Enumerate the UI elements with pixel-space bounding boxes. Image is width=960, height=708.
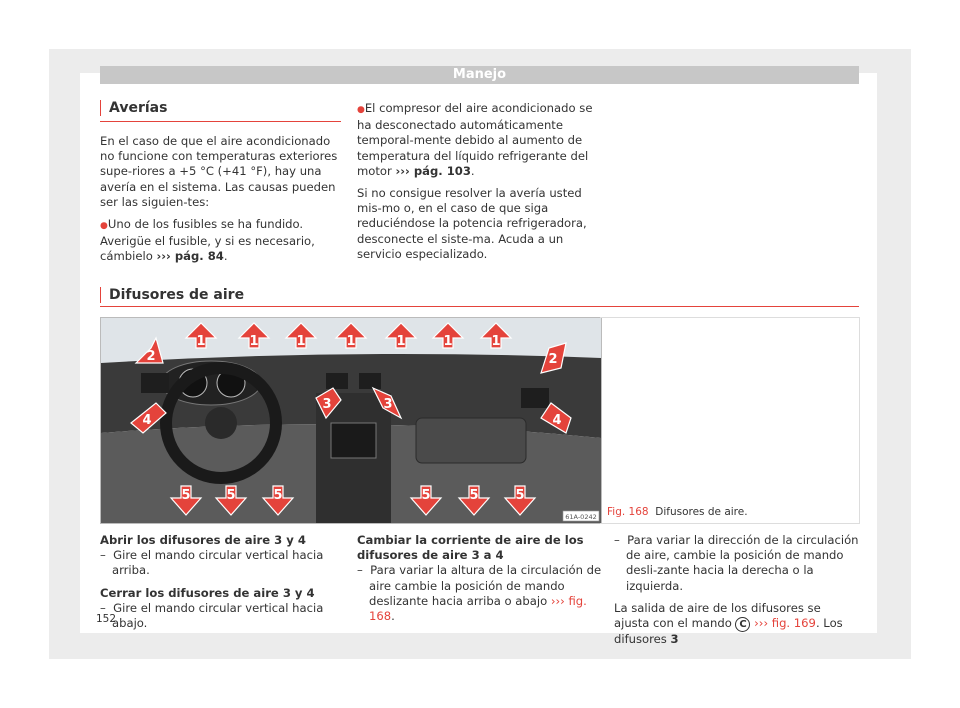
salida-para: La salida de aire de los difusores se ajusta con el mando C ››› fig. 169. Los difusores 3 — [614, 600, 843, 647]
callout-label: 1 — [249, 334, 259, 349]
vent-center-right — [359, 373, 381, 389]
change-airflow-step: – Para variar la altura de la circulación de aire cambie la posición de mando deslizante hacia arriba o abajo ››› fig. 168. — [357, 563, 602, 624]
averias-column-left — [100, 134, 346, 272]
change-airflow-heading: Cambiar la corriente de aire de los difusores de aire 3 a 4 — [357, 533, 584, 563]
callout-label: 5 — [181, 488, 191, 503]
callout-label: 5 — [515, 488, 525, 503]
callout-label: 1 — [396, 334, 406, 349]
infotainment-screen — [331, 423, 376, 458]
averias-bullet-compressor: ● El compresor del aire acondicionado se ha desconectado automáticamente temporal-mente debido al aumento de temperatura del líquido refrigerante del motor ››› pág. 103. — [357, 101, 605, 179]
averias-para2: Si no consigue resolver la avería usted mis-mo o, en el caso de que siga reduciéndose la potencia refrigeradora, desconecte el siste-ma. Acuda a un servicio especializado. — [357, 186, 587, 261]
vent-right — [521, 388, 549, 408]
difusores-column-middle — [357, 533, 605, 631]
page-number: 152 — [96, 613, 117, 625]
page-ref-84[interactable]: ››› pág. 84 — [156, 249, 224, 264]
glovebox — [416, 418, 526, 463]
callout-label: 1 — [491, 334, 501, 349]
callout-label: 3 — [322, 397, 332, 412]
averias-column-right — [357, 101, 605, 269]
callout-label: 5 — [226, 488, 236, 503]
callout-label: 4 — [142, 413, 152, 428]
callout-label: 5 — [421, 488, 431, 503]
difusores-column-right — [614, 533, 859, 654]
callout-label: 5 — [469, 488, 479, 503]
callout-label: 2 — [146, 349, 156, 364]
direction-step: – Para variar la dirección de la circulación de aire, cambie la posición de mando desli-zante hacia la derecha o la izquierda. — [614, 533, 859, 593]
fig-ref-169[interactable]: ››› fig. 169 — [754, 616, 816, 631]
averias-bullet-fuse: ● Uno de los fusibles se ha fundido. Averigüe el fusible, y si es necesario, cámbielo ››› pág. 84. — [100, 217, 346, 265]
close-vents-heading: Cerrar los difusores de aire 3 y 4 — [100, 585, 315, 600]
callout-label: 1 — [296, 334, 306, 349]
vent-left — [141, 373, 169, 393]
callout-label: 2 — [548, 352, 558, 367]
close-vents-step: – Gire el mando circular vertical hacia abajo. — [100, 600, 324, 631]
steering-hub — [205, 407, 237, 439]
caption-box — [600, 317, 860, 524]
figure-label: Fig. 168 — [607, 506, 649, 518]
open-vents-heading: Abrir los difusores de aire 3 y 4 — [100, 533, 306, 547]
figure-caption: Fig. 168 Difusores de aire. — [607, 506, 748, 518]
section-header-band: Manejo — [100, 66, 859, 84]
callout-label: 4 — [552, 413, 562, 428]
fig-ref-168[interactable]: ››› fig. 168 — [369, 593, 587, 624]
dashboard-figure — [100, 317, 602, 524]
page-ref-103[interactable]: ››› pág. 103 — [395, 163, 471, 178]
callout-label: 3 — [383, 397, 393, 412]
dashboard-illustration — [101, 318, 601, 523]
callout-label: 1 — [346, 334, 356, 349]
section-rule-averias — [100, 121, 341, 122]
difusores-column-left — [100, 533, 345, 638]
averias-intro: En el caso de que el aire acondicionado no funcione con temperaturas exteriores supe-riores a +5 °C (+41 °F), hay una avería en el sistema. Las causas pueden ser las siguien-tes: — [100, 134, 338, 209]
callout-label: 1 — [196, 334, 206, 349]
callout-label: 5 — [273, 488, 283, 503]
open-vents-step: – Gire el mando circular vertical hacia arriba. — [100, 548, 324, 578]
vent-center-left — [326, 373, 348, 389]
section-title-averias: Averías — [100, 100, 167, 116]
section-rule-difusores — [100, 306, 859, 307]
section-title-difusores: Difusores de aire — [100, 287, 244, 303]
control-c-icon: C — [735, 617, 750, 632]
figure-code: 61A-0242 — [565, 513, 597, 521]
callout-label: 1 — [443, 334, 453, 349]
